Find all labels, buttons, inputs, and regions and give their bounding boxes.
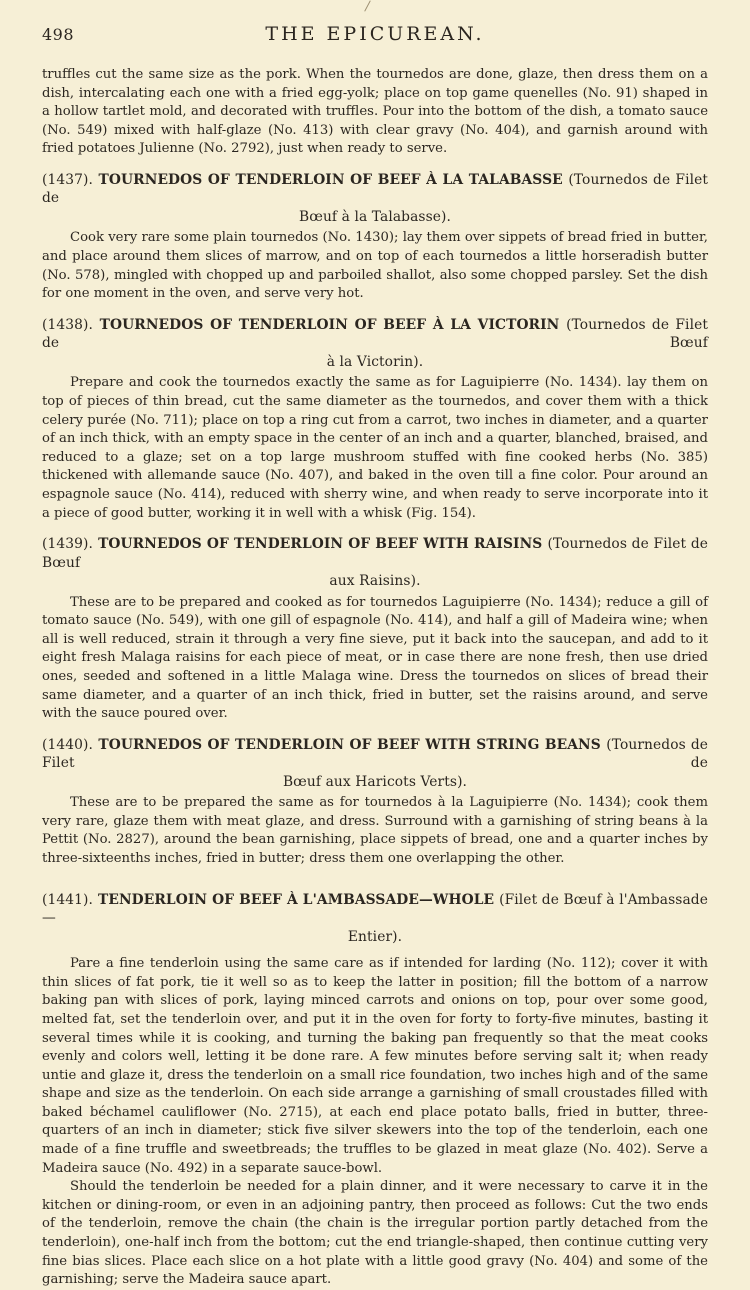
- recipe-number: (1440).: [42, 736, 93, 753]
- recipe-french-title-cont: aux Raisins).: [329, 573, 421, 590]
- recipe-french-title: (Filet de Bœuf à l'Ambassade—: [42, 891, 709, 927]
- recipe-french-title: (Tournedos de Filet de Bœuf: [42, 536, 709, 571]
- recipe-paragraph: Prepare and cook the tournedos exactly the same as for Laguipierre (No. 1434). lay them on top of pieces of thin bread, cut the same diameter as the tournedos, and cover them with a thick celery purée (No. 711); place on top a ring cut from a carrot, two inches in diameter, and a quarter of an inch thick, with an empty space in the center of an inch and a quarter, blanched, braised, and reduced to a glaze; set on a top large mushroom stuffed with fine cooked herbs (No. 385) thickened with allemande sauce (No. 407), and baked in the oven till a fine color. Pour around an espagnole sauce (No. 414), reduced with sherry wine, and when ready to serve incorporate into it a piece of good butter, working it in well with a whisk (Fig. 154).: [42, 375, 708, 521]
- recipe-heading: [42, 891, 708, 947]
- printer-mark: [364, 0, 371, 11]
- recipe-french-title: (Tournedos de Filet de: [42, 171, 709, 207]
- recipe-1439: [42, 535, 708, 724]
- recipe-number: (1439).: [42, 536, 93, 553]
- recipe-french-title: (Tournedos de Filet de Bœuf: [42, 316, 708, 352]
- recipe-title: TENDERLOIN OF BEEF À L'AMBASSADE—WHOLE: [97, 891, 495, 908]
- recipe-heading: [42, 535, 708, 591]
- recipe-paragraph: Pare a fine tenderloin using the same care as if intended for larding (No. 112); cover it with thin slices of fat pork, tie it well so as to keep the latter in position; fill the bottom of a narrow baking pan with slices of pork, laying minced carrots and onions on top, pour over some good, melted fat, set the tenderloin over, and put it in the oven for forty to forty-five minutes, basting it several times while it is cooking, and turning the baking pan frequently so that the meat cooks evenly and colors well, letting it be done rare. A few minutes before serving salt it; when ready untie and glaze it, dress the tenderloin on a small rice foundation, two inches high and of the same shape and size as the tenderloin. On each side arrange a garnishing of small croustades filled with baked béchamel cauliflower (No. 2715), at each end place potato balls, fried in butter, three-quarters of an inch in diameter; stick five silver skewers into the top of the tenderloin, each one made of a fine truffle and sweetbreads; the truffles to be glazed in meat glaze (No. 402). Serve a Madeira sauce (No. 492) in a separate sauce-bowl.: [42, 956, 708, 1176]
- recipe-heading: [42, 171, 708, 227]
- recipe-heading-line: [42, 171, 708, 208]
- recipe-paragraph: Should the tenderloin be needed for a plain dinner, and it were necessary to carve it in the kitchen or dining-room, or even in an adjoining pantry, then proceed as follows: Cut the two ends of the tenderloin, remove the chain (the chain is the irregular portion partly detached from the tenderloin), one-half inch from the bottom; cut the end triangle-shaped, then continue cutting very fine bias slices. Place each slice on a hot plate with a little good gravy (No. 404) and some of the garnishing; serve the Madeira sauce apart.: [42, 1179, 708, 1288]
- recipe-title: TOURNEDOS OF TENDERLOIN OF BEEF À LA TALABASSE: [98, 171, 563, 188]
- recipe-number: (1438).: [42, 316, 93, 333]
- recipe-heading: [42, 736, 708, 792]
- recipe-1441: [42, 891, 708, 1290]
- page-number: 498: [42, 25, 75, 44]
- recipe-title: TOURNEDOS OF TENDERLOIN OF BEEF WITH STRING BEANS: [98, 736, 601, 753]
- page-header: [42, 0, 708, 66]
- recipe-heading: [42, 316, 708, 372]
- recipe-1437: [42, 171, 708, 304]
- recipe-french-title-cont: à la Victorin).: [326, 353, 424, 370]
- recipe-heading-line: [42, 535, 708, 572]
- recipe-heading-line: [42, 316, 708, 353]
- recipe-french-title-cont: Bœuf aux Haricots Verts).: [282, 773, 468, 790]
- recipe-title: TOURNEDOS OF TENDERLOIN OF BEEF À LA VICTORIN: [99, 316, 560, 333]
- recipe-paragraph: Cook very rare some plain tournedos (No. 1430); lay them over sippets of bread fried in butter, and place around them slices of marrow, and on top of each tournedos a little horseradish butter (No. 578), mingled with chopped up and parboiled shallot, also some chopped parsley. Set the dish for one moment in the oven, and serve very hot.: [42, 230, 708, 302]
- recipe-french-title: (Tournedos de Filet de: [42, 736, 709, 772]
- recipe-heading-line: [42, 736, 708, 773]
- recipe-1438: [42, 316, 708, 523]
- recipe-heading-line: [42, 891, 708, 928]
- recipe-number: (1441).: [42, 891, 93, 908]
- recipe-title: TOURNEDOS OF TENDERLOIN OF BEEF WITH RAISINS: [98, 536, 543, 553]
- recipe-number: (1437).: [42, 171, 93, 188]
- continued-paragraph: truffles cut the same size as the pork. When the tournedos are done, glaze, then dress them on a dish, intercalating each one with a fried egg-yolk; place on top game quenelles (No. 91) shaped in a hollow tartlet mold, and decorated with truffles. Pour into the bottom of the dish, a tomato sauce (No. 549) mixed with half-glaze (No. 413) with clear gravy (No. 404), and garnish around with fried potatoes Julienne (No. 2792), just when ready to serve.: [42, 67, 708, 157]
- recipe-1440: [42, 736, 708, 869]
- recipe-paragraph: These are to be prepared and cooked as for tournedos Laguipierre (No. 1434); reduce a gill of tomato sauce (No. 549), with one gill of espagnole (No. 414), and half a gill of Madeira wine; when all is well reduced, strain it through a very fine sieve, put it back into the saucepan, and add to it eight fresh Malaga raisins for each piece of meat, or in case there are none fresh, then use dried ones, seeded and softened in a little Malaga wine. Dress the tournedos on slices of bread their same diameter, and a quarter of an inch thick, fried in butter, set the raisins around, and serve with the sauce poured over.: [42, 594, 708, 722]
- running-title: THE EPICUREAN.: [265, 23, 485, 45]
- recipe-paragraph: These are to be prepared the same as for tournedos à la Laguipierre (No. 1434); cook them very rare, glaze them with meat glaze, and dress. Surround with a garnishing of string beans à la Pettit (No. 2827), around the bean garnishing, place sippets of bread, one and a quarter inches by three-sixteenths inches, fried in butter; dress them one overlapping the other.: [42, 795, 708, 867]
- recipe-french-title-cont: Bœuf à la Talabasse).: [298, 208, 452, 225]
- recipe-french-title-cont: Entier).: [347, 928, 403, 945]
